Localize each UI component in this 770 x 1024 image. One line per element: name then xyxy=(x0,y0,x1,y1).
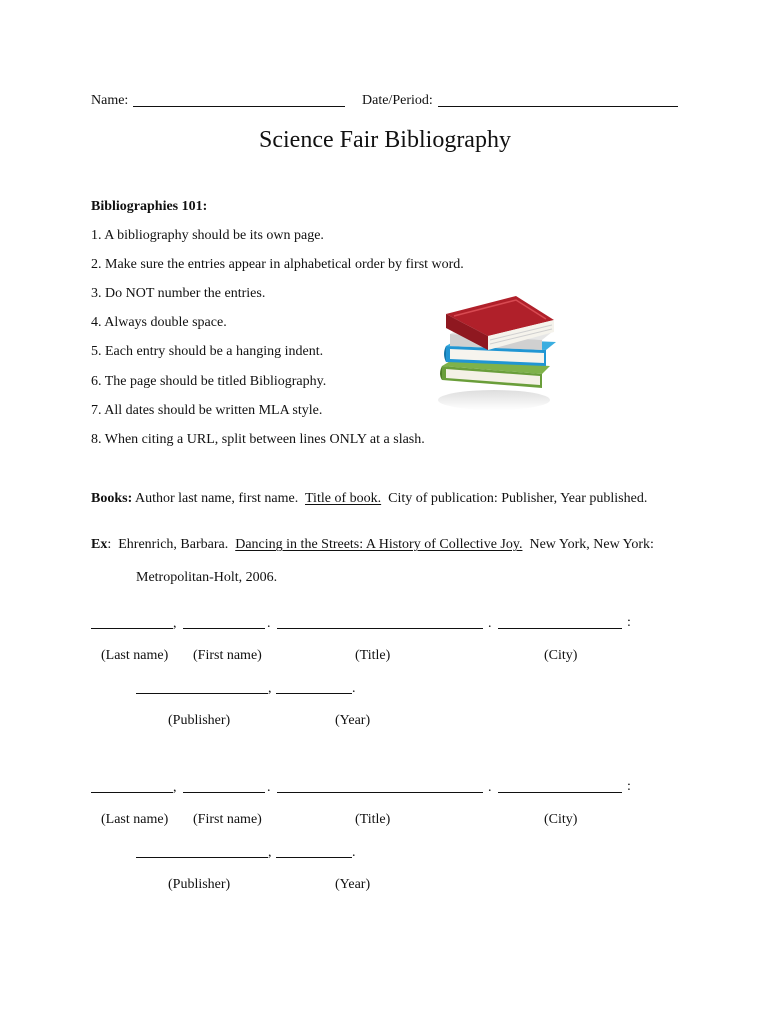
example-line-1 xyxy=(91,537,654,553)
last-name-field[interactable] xyxy=(91,628,173,629)
example-rest: New York, New York: xyxy=(522,537,654,552)
period: . xyxy=(352,681,356,696)
rule-item-5: 5. Each entry should be a hanging indent. xyxy=(91,344,324,359)
rule-item-8: 8. When citing a URL, split between lines ONLY at a slash. xyxy=(91,432,425,447)
first-name-field[interactable] xyxy=(183,792,265,793)
first-name-label: (First name) xyxy=(193,648,262,663)
title-field[interactable] xyxy=(277,792,483,793)
stack-of-books-icon xyxy=(432,292,560,412)
comma: , xyxy=(173,616,177,631)
title-field[interactable] xyxy=(277,628,483,629)
name-label: Name: xyxy=(91,93,129,108)
first-name-field[interactable] xyxy=(183,628,265,629)
books-label: Books: xyxy=(91,491,133,506)
page-title: Science Fair Bibliography xyxy=(259,127,511,153)
period: . xyxy=(267,616,271,631)
publisher-field[interactable] xyxy=(136,693,268,694)
publisher-label: (Publisher) xyxy=(168,713,231,728)
period: . xyxy=(488,616,492,631)
title-label: (Title) xyxy=(355,648,391,663)
year-label: (Year) xyxy=(335,713,371,728)
publisher-field[interactable] xyxy=(136,857,268,858)
rule-item-4: 4. Always double space. xyxy=(91,315,227,330)
title-label: (Title) xyxy=(355,812,391,827)
rule-item-2: 2. Make sure the entries appear in alphabetical order by first word. xyxy=(91,257,464,272)
rule-item-3: 3. Do NOT number the entries. xyxy=(91,286,266,301)
books-format-rest: City of publication: Publisher, Year published. xyxy=(381,491,648,506)
colon: : xyxy=(627,615,631,630)
city-label: (City) xyxy=(544,648,578,663)
comma: , xyxy=(173,780,177,795)
name-row xyxy=(91,93,128,109)
period: . xyxy=(267,780,271,795)
books-format-title: Title of book. xyxy=(305,491,382,506)
year-label: (Year) xyxy=(335,877,371,892)
date-row xyxy=(362,93,433,109)
example-author: : Ehrenrich, Barbara. xyxy=(107,537,236,552)
first-name-label: (First name) xyxy=(193,812,262,827)
period: . xyxy=(352,845,356,860)
rule-item-7: 7. All dates should be written MLA style. xyxy=(91,403,323,418)
last-name-field[interactable] xyxy=(91,792,173,793)
city-label: (City) xyxy=(544,812,578,827)
example-label: Ex xyxy=(91,537,108,552)
example-line-2: Metropolitan-Holt, 2006. xyxy=(136,570,278,585)
period: . xyxy=(488,780,492,795)
year-field[interactable] xyxy=(276,857,352,858)
city-field[interactable] xyxy=(498,792,622,793)
colon: : xyxy=(627,779,631,794)
name-field[interactable] xyxy=(133,106,345,107)
year-field[interactable] xyxy=(276,693,352,694)
date-label: Date/Period: xyxy=(362,93,433,108)
rule-item-6: 6. The page should be titled Bibliography. xyxy=(91,374,327,389)
last-name-label: (Last name) xyxy=(101,648,169,663)
publisher-label: (Publisher) xyxy=(168,877,231,892)
date-period-field[interactable] xyxy=(438,106,678,107)
rules-heading: Bibliographies 101: xyxy=(91,199,208,214)
books-format-line xyxy=(91,491,647,507)
example-title: Dancing in the Streets: A History of Collective Joy. xyxy=(235,537,523,552)
last-name-label: (Last name) xyxy=(101,812,169,827)
rule-item-1: 1. A bibliography should be its own page. xyxy=(91,228,324,243)
comma: , xyxy=(268,845,272,860)
books-format-author: Author last name, first name. xyxy=(132,491,305,506)
city-field[interactable] xyxy=(498,628,622,629)
comma: , xyxy=(268,681,272,696)
